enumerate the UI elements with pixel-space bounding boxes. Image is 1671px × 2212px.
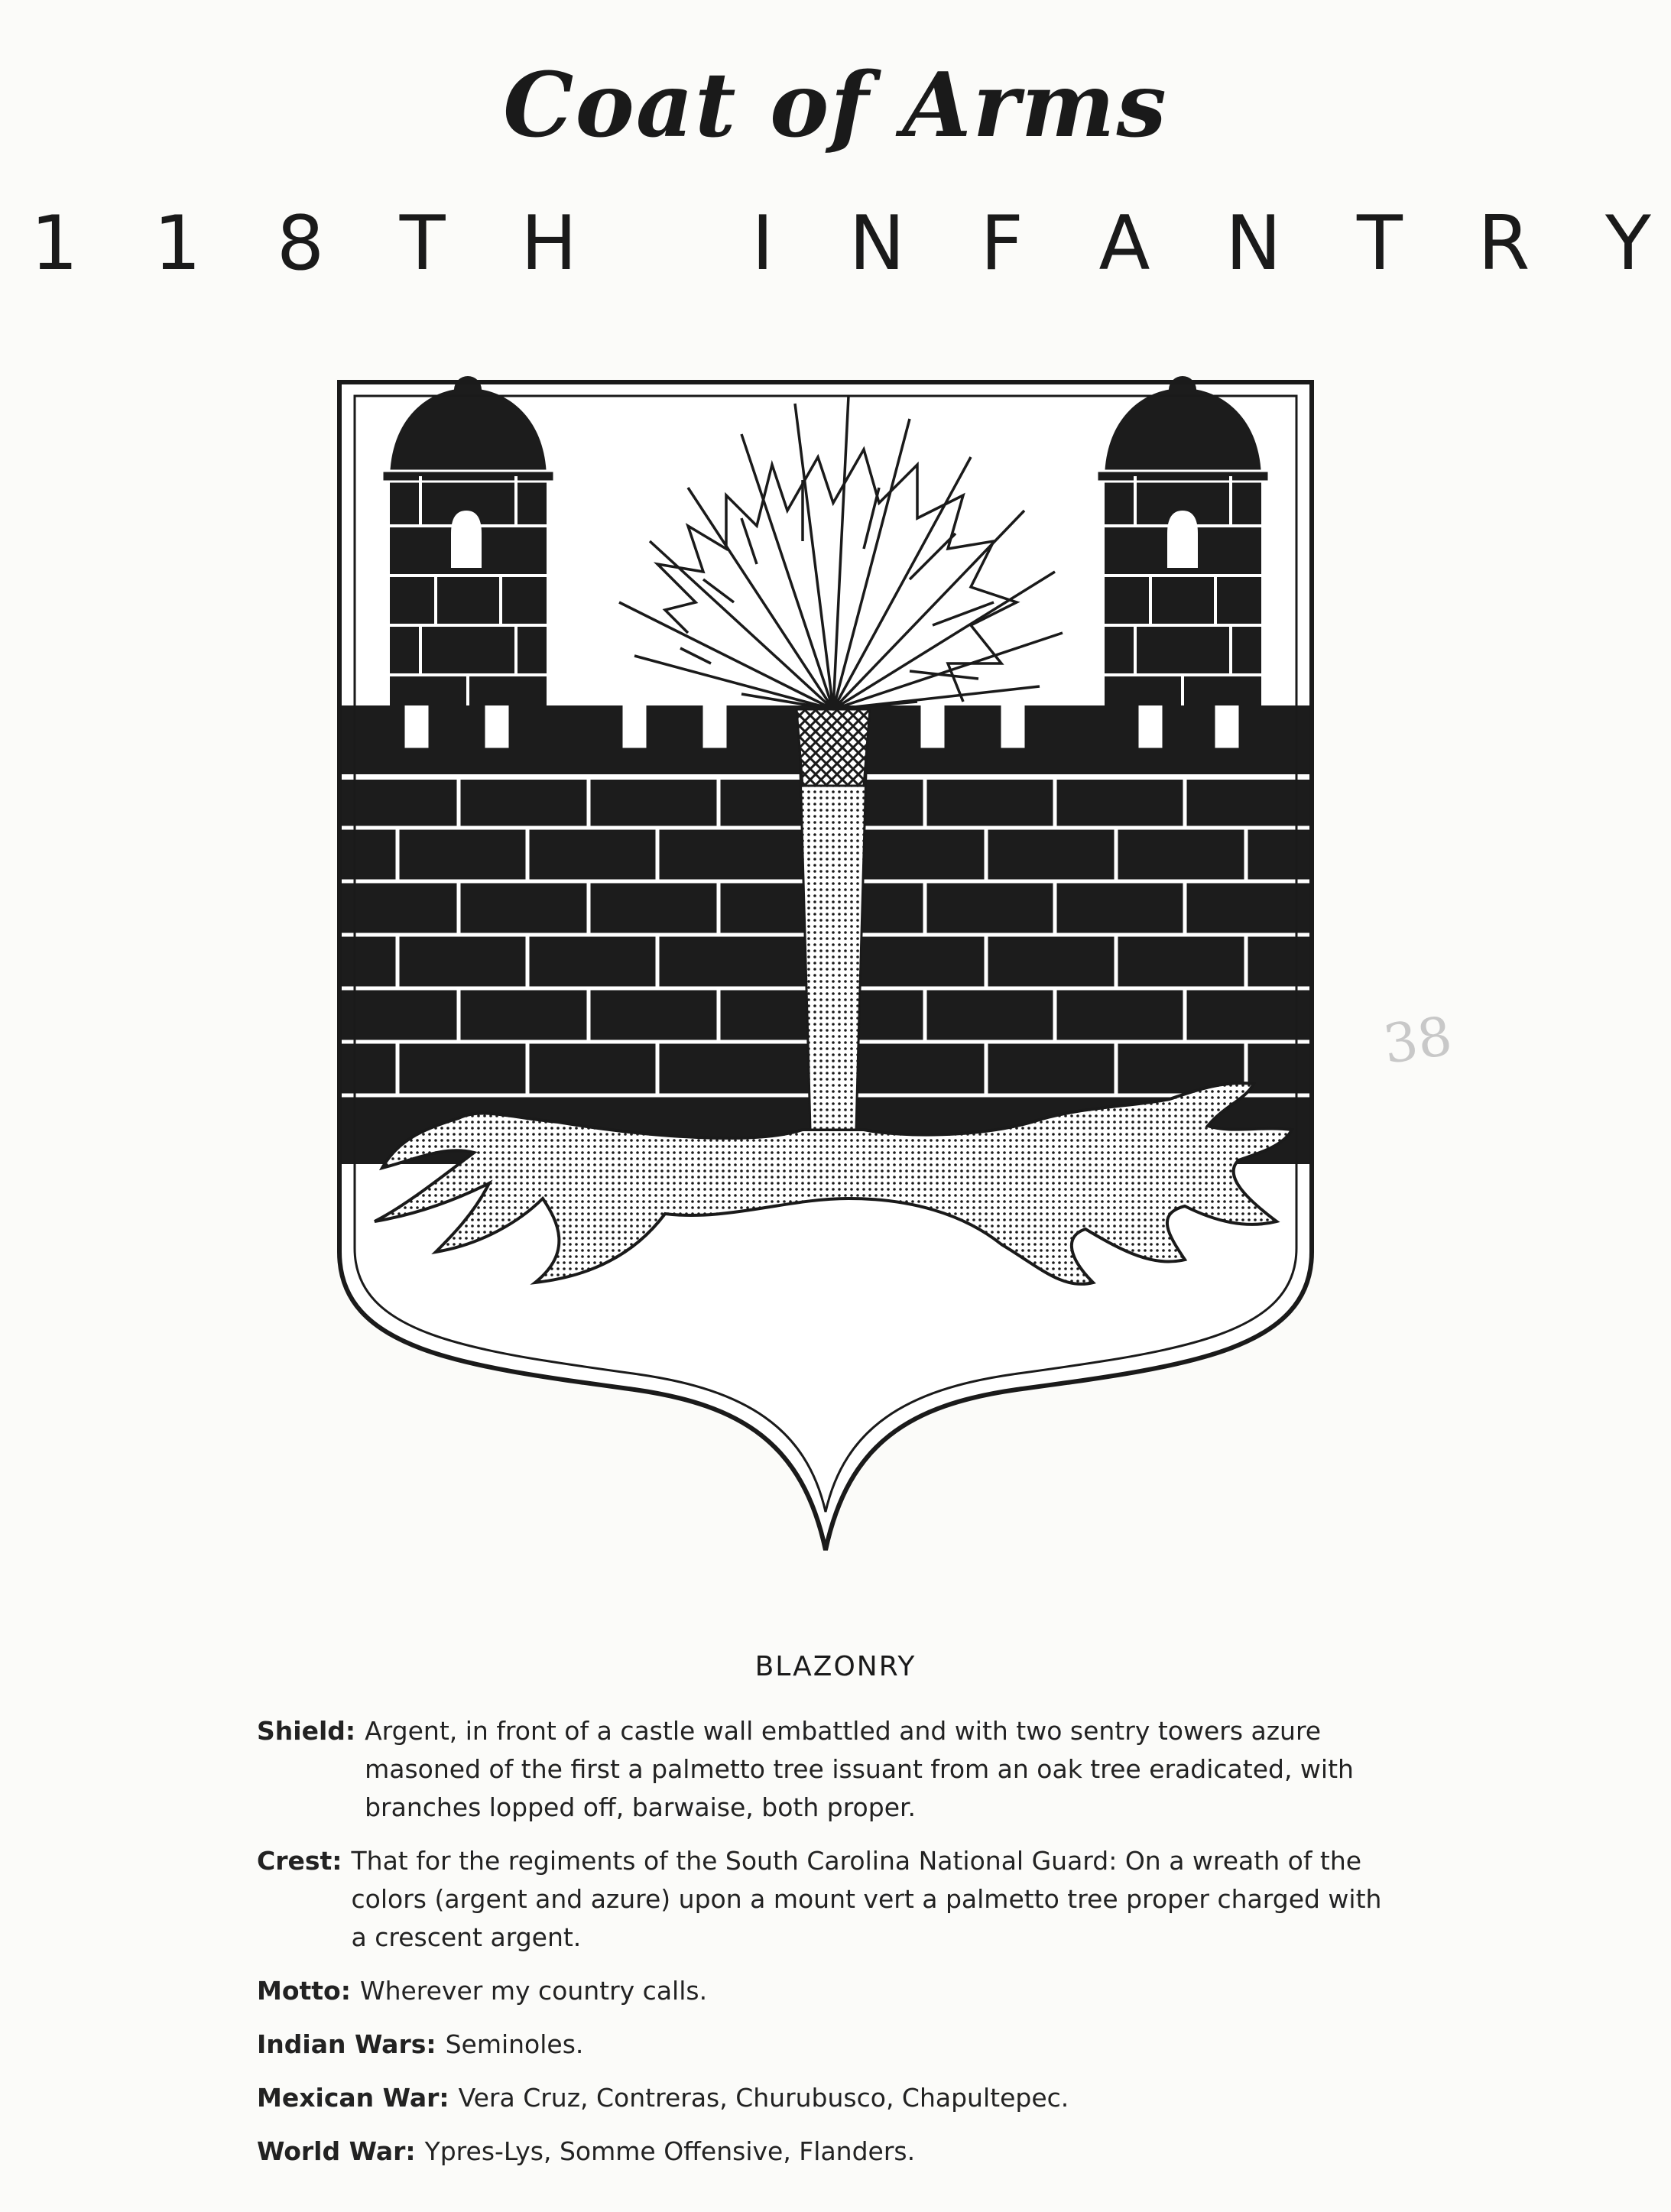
- unit-title-letter: T: [1356, 200, 1403, 287]
- entry-label: Shield:: [257, 1716, 356, 1746]
- entry-text: Ypres-Lys, Somme Offensive, Flanders.: [424, 2136, 916, 2166]
- unit-title-letter: T: [399, 200, 446, 287]
- unit-title-letter: 1: [153, 200, 202, 287]
- unit-title-letter: N: [848, 200, 905, 287]
- entry-text: That for the regiments of the South Carolina National Guard: On a wreath of the colors (argent and azure) upon a mount vert a palmetto tree proper charged with a crescent argent.: [351, 1846, 1382, 1952]
- unit-title-letter: F: [980, 200, 1024, 287]
- unit-title-letter: 8: [276, 200, 325, 287]
- entry-label: Crest:: [257, 1846, 342, 1876]
- unit-title-letter: H: [521, 200, 577, 287]
- entry-label: Mexican War:: [257, 2083, 449, 2113]
- unit-title-letter: N: [1225, 200, 1282, 287]
- blazonry-entry-world-war: [257, 2133, 1403, 2171]
- entry-text: Wherever my country calls.: [359, 1976, 708, 2006]
- unit-title-letter: 1: [31, 200, 79, 287]
- margin-note: 38: [1379, 1004, 1456, 1076]
- unit-title-letter: Y: [1605, 200, 1651, 287]
- page-title: Coat of Arms: [503, 54, 1168, 157]
- right-tower: [1097, 376, 1269, 705]
- unit-title: [31, 200, 1651, 287]
- blazonry-entry-shield: [257, 1712, 1403, 1827]
- blazonry-entry-mexican-war: [257, 2079, 1403, 2117]
- blazonry-entry-indian-wars: [257, 2026, 1403, 2064]
- entry-text: Seminoles.: [445, 2029, 584, 2059]
- entry-label: World War:: [257, 2136, 416, 2166]
- entry-label: Indian Wars:: [257, 2029, 436, 2059]
- blazonry-entries: [257, 1712, 1403, 2186]
- unit-title-letter: A: [1098, 200, 1150, 287]
- left-tower: [382, 376, 554, 705]
- entry-text: Argent, in front of a castle wall embattled and with two sentry towers azure masoned of the first a palmetto tree issuant from an oak tree eradicated, with branches lopped off, barwaise, both proper.: [365, 1716, 1354, 1822]
- blazonry-heading: BLAZONRY: [754, 1651, 917, 1682]
- coat-of-arms-shield: [329, 373, 1322, 1581]
- blazonry-entry-crest: [257, 1842, 1403, 1957]
- blazonry-entry-motto: [257, 1972, 1403, 2010]
- shield-illustration: [329, 373, 1322, 1581]
- entry-label: Motto:: [257, 1976, 351, 2006]
- unit-title-gap: [652, 200, 676, 287]
- unit-title-letter: R: [1478, 200, 1530, 287]
- entry-text: Vera Cruz, Contreras, Churubusco, Chapultepec.: [458, 2083, 1069, 2113]
- unit-title-letter: I: [751, 200, 774, 287]
